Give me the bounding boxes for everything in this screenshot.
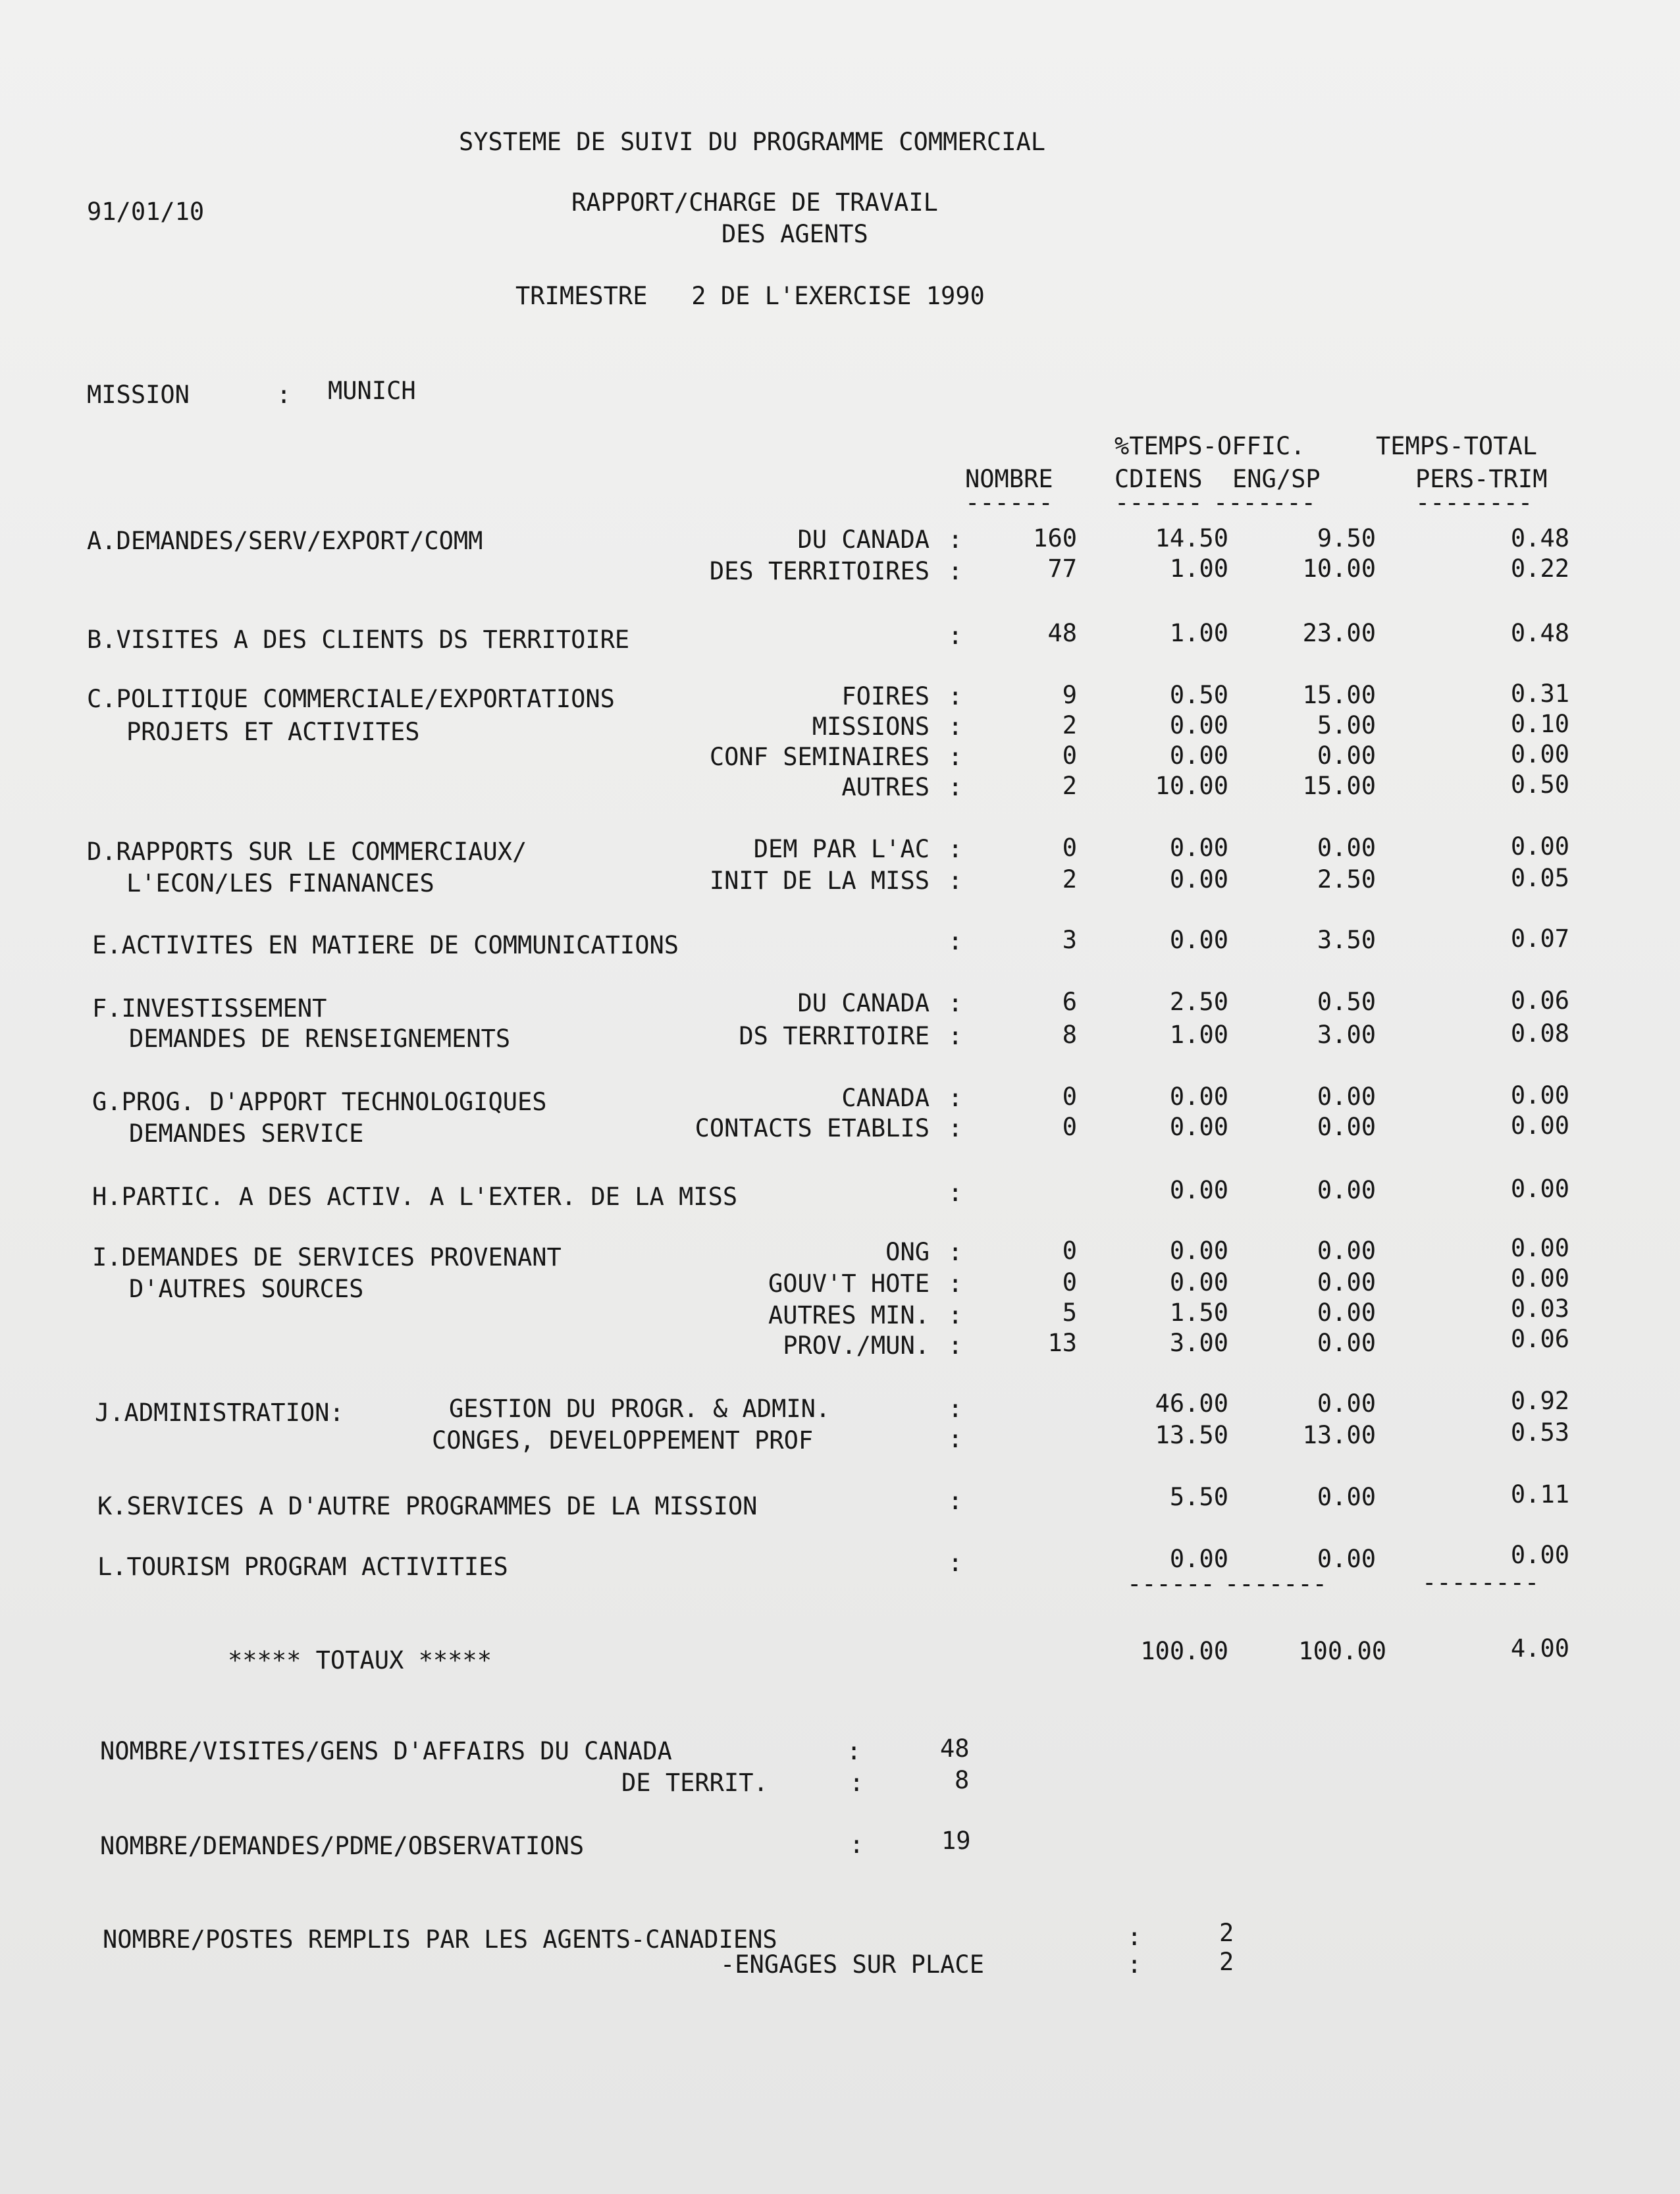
pdme-label: NOMBRE/DEMANDES/PDME/OBSERVATIONS	[100, 1832, 585, 1860]
row-engsp: 0.00	[1317, 1545, 1376, 1573]
trimester-line: TRIMESTRE 2 DE L'EXERCISE 1990	[515, 282, 985, 310]
totals-rule: -------	[1224, 1570, 1327, 1598]
row-pers: 0.48	[1510, 619, 1569, 647]
row-cdiens: 0.00	[1169, 1237, 1228, 1265]
row-colon: :	[948, 682, 963, 710]
row-engsp: 0.00	[1317, 741, 1376, 770]
row-sub-label: GOUV'T HOTE	[768, 1270, 930, 1298]
row-colon: :	[948, 1022, 963, 1050]
row-sub-label: DU CANADA	[797, 989, 930, 1017]
row-colon: :	[948, 927, 963, 955]
row-pers: 0.11	[1510, 1480, 1569, 1509]
row-nombre: 8	[1062, 1021, 1077, 1049]
row-colon: :	[948, 1425, 963, 1453]
row-cdiens: 0.00	[1169, 711, 1228, 739]
section-j-label: J.ADMINISTRATION:	[95, 1399, 344, 1427]
postes-engages-label: -ENGAGES SUR PLACE	[720, 1950, 984, 1979]
row-nombre: 13	[1047, 1329, 1077, 1357]
row-colon: :	[948, 525, 963, 554]
row-sub-label: CONGES, DEVELOPPEMENT PROF	[432, 1426, 814, 1455]
row-pers: 0.06	[1510, 986, 1569, 1015]
pct-time-header: %TEMPS-OFFIC.	[1115, 432, 1305, 460]
pdme-colon: :	[849, 1831, 864, 1859]
row-cdiens: 1.00	[1169, 619, 1228, 647]
row-colon: :	[948, 743, 963, 771]
row-sub-label: AUTRES MIN.	[768, 1301, 930, 1329]
row-nombre: 48	[1047, 619, 1077, 647]
row-pers: 0.05	[1510, 864, 1569, 892]
row-cdiens: 13.50	[1155, 1421, 1228, 1449]
row-engsp: 3.00	[1317, 1021, 1376, 1049]
row-cdiens: 0.00	[1169, 1113, 1228, 1141]
row-pers: 0.00	[1510, 1081, 1569, 1110]
visites-canada-colon: :	[847, 1737, 862, 1765]
section-l-label: L.TOURISM PROGRAM ACTIVITIES	[97, 1553, 508, 1581]
row-pers: 0.06	[1510, 1325, 1569, 1353]
row-cdiens: 0.00	[1169, 1268, 1228, 1297]
row-engsp: 0.00	[1317, 1176, 1376, 1204]
row-engsp: 15.00	[1302, 681, 1376, 709]
row-colon: :	[948, 1487, 963, 1515]
row-engsp: 0.00	[1317, 1268, 1376, 1297]
row-nombre: 0	[1062, 1268, 1077, 1297]
row-sub-label: INIT DE LA MISS	[709, 867, 930, 895]
col-engsp-header: ENG/SP	[1232, 465, 1321, 493]
totals-pers: 4.00	[1510, 1634, 1569, 1663]
row-cdiens: 0.00	[1169, 1176, 1228, 1204]
row-nombre: 0	[1062, 1083, 1077, 1111]
totals-rule: --------	[1422, 1568, 1540, 1597]
postes-canadiens-label: NOMBRE/POSTES REMPLIS PAR LES AGENTS-CANADIENS	[103, 1925, 777, 1954]
row-pers: 0.31	[1510, 680, 1569, 708]
row-cdiens: 14.50	[1155, 524, 1228, 552]
row-engsp: 0.00	[1317, 1113, 1376, 1141]
row-pers: 0.00	[1510, 832, 1569, 861]
section-k-label: K.SERVICES A D'AUTRE PROGRAMMES DE LA MISSION	[97, 1492, 758, 1520]
row-nombre: 0	[1062, 1113, 1077, 1141]
section-i-label2: D'AUTRES SOURCES	[129, 1275, 364, 1303]
row-cdiens: 1.00	[1169, 554, 1228, 583]
row-cdiens: 46.00	[1155, 1389, 1228, 1418]
row-nombre: 3	[1062, 926, 1077, 954]
row-sub-label: DS TERRITOIRE	[739, 1022, 930, 1050]
row-colon: :	[948, 773, 963, 801]
row-pers: 0.08	[1510, 1019, 1569, 1048]
row-nombre: 77	[1047, 554, 1077, 583]
row-colon: :	[948, 867, 963, 895]
section-i-label: I.DEMANDES DE SERVICES PROVENANT	[92, 1243, 562, 1271]
row-pers: 0.92	[1510, 1387, 1569, 1415]
row-cdiens: 0.50	[1169, 681, 1228, 709]
section-h-label: H.PARTIC. A DES ACTIV. A L'EXTER. DE LA MISS	[92, 1183, 738, 1211]
row-colon: :	[948, 989, 963, 1017]
section-c-label2: PROJETS ET ACTIVITES	[126, 718, 420, 746]
row-sub-label: GESTION DU PROGR. & ADMIN.	[449, 1395, 831, 1423]
row-cdiens: 0.00	[1169, 865, 1228, 894]
visites-canada-label: NOMBRE/VISITES/GENS D'AFFAIRS DU CANADA	[100, 1737, 672, 1765]
section-b-label: B.VISITES A DES CLIENTS DS TERRITOIRE	[87, 626, 630, 654]
row-pers: 0.00	[1510, 1264, 1569, 1293]
row-engsp: 0.00	[1317, 1483, 1376, 1511]
row-sub-label: AUTRES	[841, 773, 930, 801]
row-engsp: 9.50	[1317, 524, 1376, 552]
row-nombre: 5	[1062, 1298, 1077, 1327]
row-colon: :	[948, 1238, 963, 1266]
row-cdiens: 5.50	[1169, 1483, 1228, 1511]
row-engsp: 5.00	[1317, 711, 1376, 739]
row-pers: 0.00	[1510, 1175, 1569, 1203]
row-pers: 0.00	[1510, 1234, 1569, 1262]
row-engsp: 0.00	[1317, 1237, 1376, 1265]
section-g-label2: DEMANDES SERVICE	[129, 1119, 364, 1148]
row-engsp: 0.00	[1317, 1329, 1376, 1357]
pdme-value: 19	[941, 1827, 971, 1855]
totals-label: ***** TOTAUX *****	[228, 1646, 492, 1674]
row-nombre: 2	[1062, 772, 1077, 800]
row-nombre: 6	[1062, 988, 1077, 1016]
row-colon: :	[948, 712, 963, 741]
row-colon: :	[948, 1114, 963, 1142]
row-pers: 0.48	[1510, 524, 1569, 552]
header-rule: ------	[1115, 489, 1203, 517]
row-colon: :	[948, 1084, 963, 1112]
row-colon: :	[948, 835, 963, 863]
row-engsp: 0.50	[1317, 988, 1376, 1016]
section-c-label: C.POLITIQUE COMMERCIALE/EXPORTATIONS	[87, 685, 615, 713]
row-cdiens: 1.00	[1169, 1021, 1228, 1049]
row-engsp: 23.00	[1302, 619, 1376, 647]
row-cdiens: 2.50	[1169, 988, 1228, 1016]
section-g-label: G.PROG. D'APPORT TECHNOLOGIQUES	[92, 1088, 547, 1116]
row-pers: 0.53	[1510, 1418, 1569, 1447]
row-cdiens: 0.00	[1169, 926, 1228, 954]
section-f-label: F.INVESTISSEMENT	[92, 994, 327, 1023]
mission-value: MUNICH	[328, 377, 416, 405]
mission-label: MISSION	[87, 381, 190, 409]
row-colon: :	[948, 1549, 963, 1577]
row-nombre: 0	[1062, 741, 1077, 770]
row-sub-label: CANADA	[841, 1084, 930, 1112]
section-d-label2: L'ECON/LES FINANANCES	[126, 869, 434, 897]
row-nombre: 0	[1062, 834, 1077, 862]
row-colon: :	[948, 1395, 963, 1423]
row-colon: :	[948, 1270, 963, 1298]
totals-engsp: 100.00	[1298, 1637, 1386, 1665]
row-nombre: 2	[1062, 711, 1077, 739]
col-nombre-header: NOMBRE	[965, 465, 1053, 493]
row-engsp: 0.00	[1317, 1083, 1376, 1111]
visites-territ-label: DE TERRIT.	[621, 1769, 768, 1797]
postes-canadiens-colon: :	[1127, 1923, 1142, 1951]
header-rule: --------	[1415, 489, 1533, 517]
row-colon: :	[948, 557, 963, 585]
col-perstrim-header: PERS-TRIM	[1415, 465, 1548, 493]
row-engsp: 0.00	[1317, 834, 1376, 862]
row-sub-label: PROV./MUN.	[783, 1331, 930, 1360]
row-pers: 0.00	[1510, 1541, 1569, 1569]
section-f-label2: DEMANDES DE RENSEIGNEMENTS	[129, 1025, 511, 1053]
row-colon: :	[948, 1179, 963, 1207]
row-engsp: 13.00	[1302, 1421, 1376, 1449]
row-cdiens: 0.00	[1169, 741, 1228, 770]
row-nombre: 9	[1062, 681, 1077, 709]
row-cdiens: 10.00	[1155, 772, 1228, 800]
report-system-title: SYSTEME DE SUIVI DU PROGRAMME COMMERCIAL	[459, 128, 1046, 156]
row-cdiens: 3.00	[1169, 1329, 1228, 1357]
row-sub-label: DEM PAR L'AC	[753, 835, 930, 863]
row-nombre: 160	[1033, 524, 1077, 552]
row-sub-label: MISSIONS	[812, 712, 930, 741]
row-sub-label: ONG	[885, 1238, 930, 1266]
row-sub-label: CONF SEMINAIRES	[709, 743, 930, 771]
header-rule: ------	[965, 489, 1053, 517]
row-pers: 0.03	[1510, 1295, 1569, 1323]
section-d-label: D.RAPPORTS SUR LE COMMERCIAUX/	[87, 838, 527, 866]
row-sub-label: CONTACTS ETABLIS	[695, 1114, 930, 1142]
section-a-label: A.DEMANDES/SERV/EXPORT/COMM	[87, 527, 483, 555]
row-engsp: 0.00	[1317, 1298, 1376, 1327]
row-pers: 0.50	[1510, 770, 1569, 799]
row-engsp: 3.50	[1317, 926, 1376, 954]
totals-cdiens: 100.00	[1140, 1637, 1228, 1665]
postes-canadiens-value: 2	[1219, 1919, 1234, 1947]
row-colon: :	[948, 1331, 963, 1360]
report-title-line2: DES AGENTS	[722, 220, 868, 248]
col-cdiens-header: CDIENS	[1115, 465, 1203, 493]
mission-colon: :	[276, 381, 292, 409]
section-e-label: E.ACTIVITES EN MATIERE DE COMMUNICATIONS	[92, 931, 679, 959]
row-pers: 0.00	[1510, 1111, 1569, 1140]
row-sub-label: FOIRES	[841, 682, 930, 710]
row-sub-label: DU CANADA	[797, 525, 930, 554]
report-title-line1: RAPPORT/CHARGE DE TRAVAIL	[571, 188, 938, 217]
totals-rule: ------	[1127, 1570, 1215, 1598]
row-engsp: 10.00	[1302, 554, 1376, 583]
visites-territ-value: 8	[955, 1766, 970, 1794]
row-cdiens: 0.00	[1169, 834, 1228, 862]
row-pers: 0.10	[1510, 710, 1569, 738]
row-cdiens: 0.00	[1169, 1545, 1228, 1573]
row-nombre: 0	[1062, 1237, 1077, 1265]
total-time-header: TEMPS-TOTAL	[1376, 432, 1538, 460]
row-nombre: 2	[1062, 865, 1077, 894]
row-engsp: 15.00	[1302, 772, 1376, 800]
report-date: 91/01/10	[87, 198, 205, 226]
row-pers: 0.00	[1510, 740, 1569, 768]
row-cdiens: 1.50	[1169, 1298, 1228, 1327]
row-colon: :	[948, 622, 963, 650]
visites-canada-value: 48	[940, 1734, 970, 1763]
postes-engages-value: 2	[1219, 1948, 1234, 1976]
row-engsp: 2.50	[1317, 865, 1376, 894]
row-engsp: 0.00	[1317, 1389, 1376, 1418]
row-colon: :	[948, 1301, 963, 1329]
row-cdiens: 0.00	[1169, 1083, 1228, 1111]
row-pers: 0.22	[1510, 554, 1569, 583]
header-rule: -------	[1213, 489, 1316, 517]
visites-territ-colon: :	[849, 1769, 864, 1797]
row-sub-label: DES TERRITOIRES	[709, 557, 930, 585]
row-pers: 0.07	[1510, 924, 1569, 953]
postes-engages-colon: :	[1127, 1950, 1142, 1979]
